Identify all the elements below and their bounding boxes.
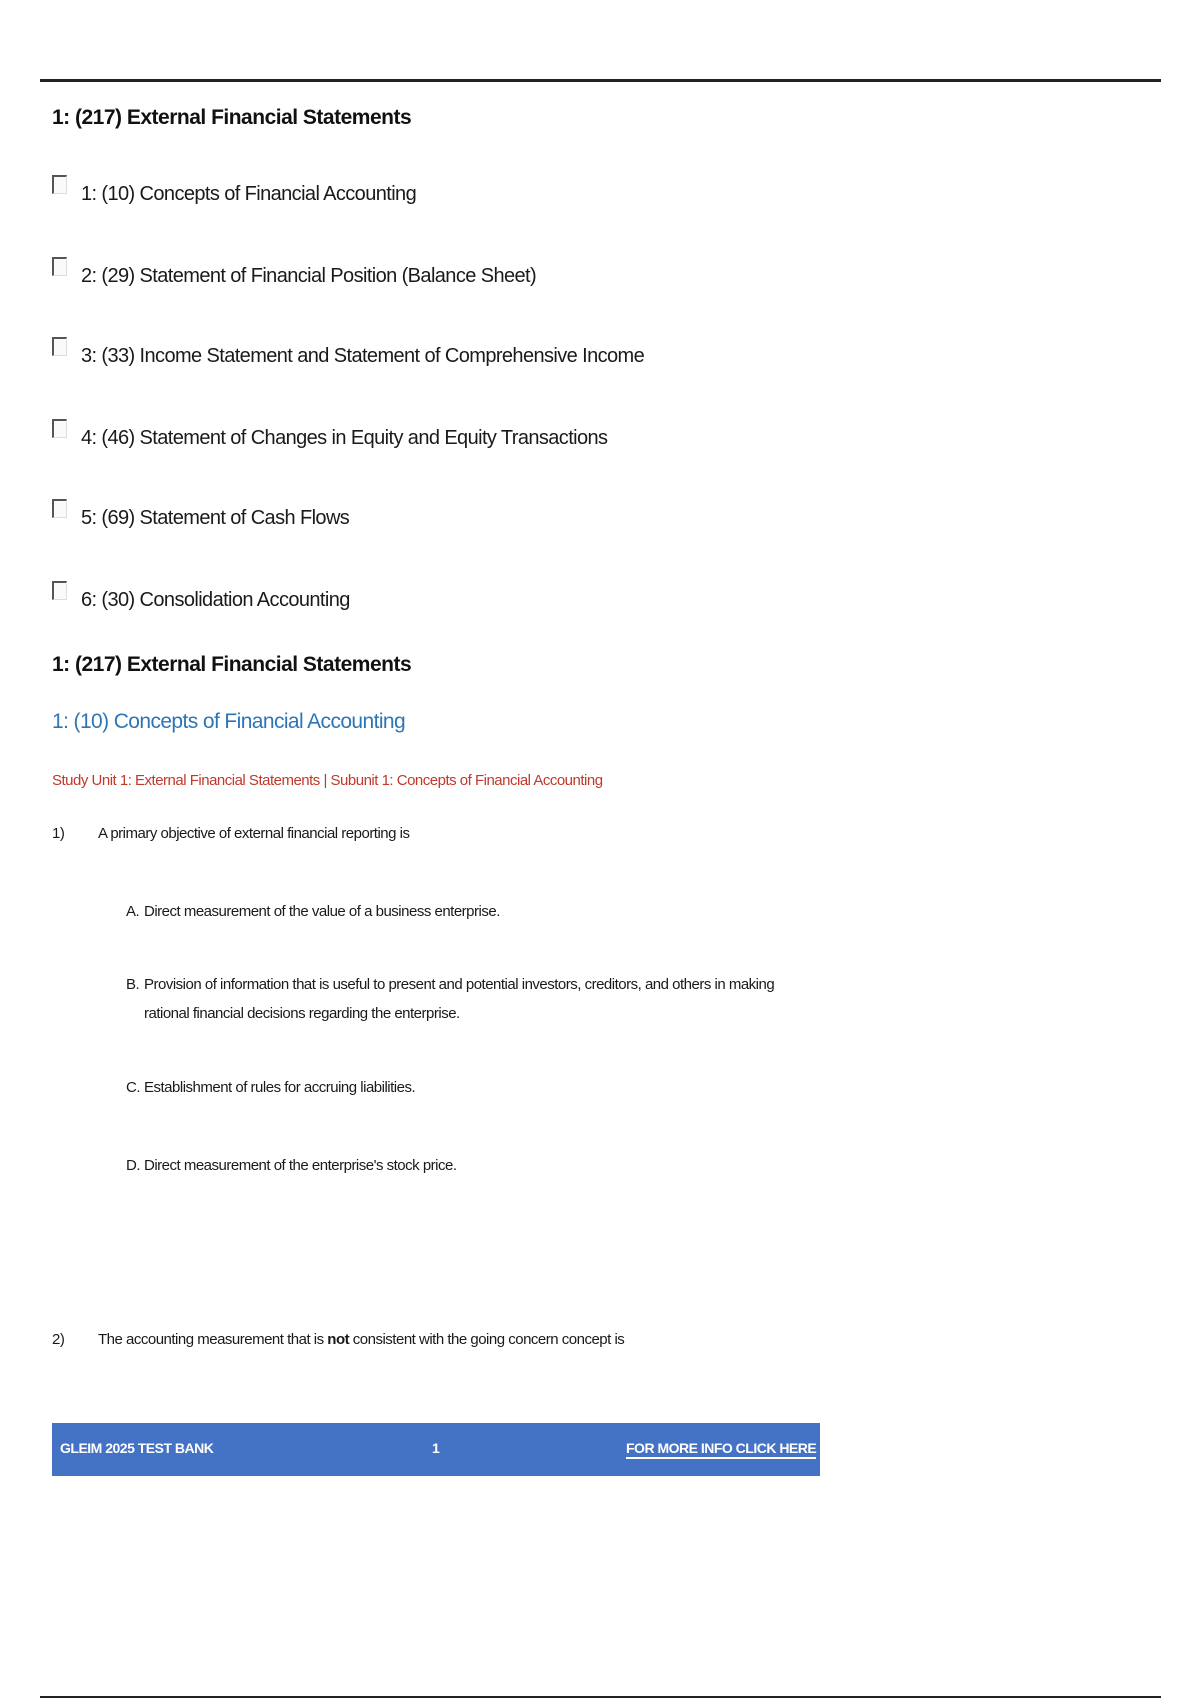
question [52, 825, 410, 842]
subunit-label: 3: (33) Income Statement and Statement of Comprehensive Income [81, 345, 645, 367]
choice-text: Direct measurement of the value of a business enterprise. [144, 903, 500, 920]
question-text-emphasis: not [327, 1331, 350, 1348]
subunit-label: 5: (69) Statement of Cash Flows [81, 507, 350, 529]
subunit-label: 1: (10) Concepts of Financial Accounting [81, 183, 417, 205]
choice-text: Establishment of rules for accruing liabilities. [144, 1079, 416, 1096]
choice-letter: C. [126, 1079, 140, 1096]
top-rule [40, 79, 1161, 82]
choice-letter: B. [126, 976, 140, 993]
question-text-end: consistent with the going concern concept is [349, 1331, 625, 1348]
answer-choice[interactable] [126, 970, 816, 1028]
subunit-label: 4: (46) Statement of Changes in Equity and Equity Transactions [81, 427, 608, 449]
question [52, 1331, 624, 1348]
subunit-item[interactable] [52, 176, 416, 206]
question-number: 1) [52, 825, 65, 842]
choice-text: Direct measurement of the enterprise's stock price. [144, 1157, 457, 1174]
subunit-label: 6: (30) Consolidation Accounting [81, 589, 350, 611]
subunit-item[interactable] [52, 500, 349, 530]
answer-choice[interactable] [126, 1151, 816, 1180]
subunit-checkbox[interactable] [52, 581, 67, 600]
section-unit-heading: 1: (217) External Financial Statements [52, 653, 412, 676]
subunit-checkbox[interactable] [52, 499, 67, 518]
subunit-item[interactable] [52, 338, 644, 368]
choice-text: Provision of information that is useful to present and potential investors, creditors, and others in making rational financial decisions regarding the enterprise. [144, 976, 775, 1022]
question-text: A primary objective of external financial reporting is [98, 825, 410, 842]
subunit-checkbox[interactable] [52, 419, 67, 438]
answer-choice[interactable] [126, 897, 816, 926]
answer-choice[interactable] [126, 1073, 816, 1102]
subunit-checkbox[interactable] [52, 337, 67, 356]
question-number: 2) [52, 1331, 65, 1348]
subunit-checkbox[interactable] [52, 257, 67, 276]
footer-bar [52, 1423, 820, 1476]
subunit-item[interactable] [52, 582, 350, 612]
question-text [98, 1331, 624, 1348]
question-text-start: The accounting measurement that is [98, 1331, 328, 1348]
choice-letter: A. [126, 903, 140, 920]
bottom-rule [40, 1696, 1161, 1698]
choice-letter: D. [126, 1157, 140, 1174]
study-path: Study Unit 1: External Financial Statements | Subunit 1: Concepts of Financial Accounting [52, 772, 603, 789]
subunit-checkbox[interactable] [52, 175, 67, 194]
subunit-item[interactable] [52, 258, 536, 288]
subunit-item[interactable] [52, 420, 607, 450]
contents-unit-heading: 1: (217) External Financial Statements [52, 106, 412, 129]
subunit-label: 2: (29) Statement of Financial Position (Balance Sheet) [81, 265, 537, 287]
footer-title: GLEIM 2025 TEST BANK [60, 1440, 214, 1456]
subunit-title: 1: (10) Concepts of Financial Accounting [52, 710, 406, 733]
more-info-link[interactable]: FOR MORE INFO CLICK HERE [626, 1440, 816, 1459]
page-number: 1 [432, 1440, 440, 1456]
